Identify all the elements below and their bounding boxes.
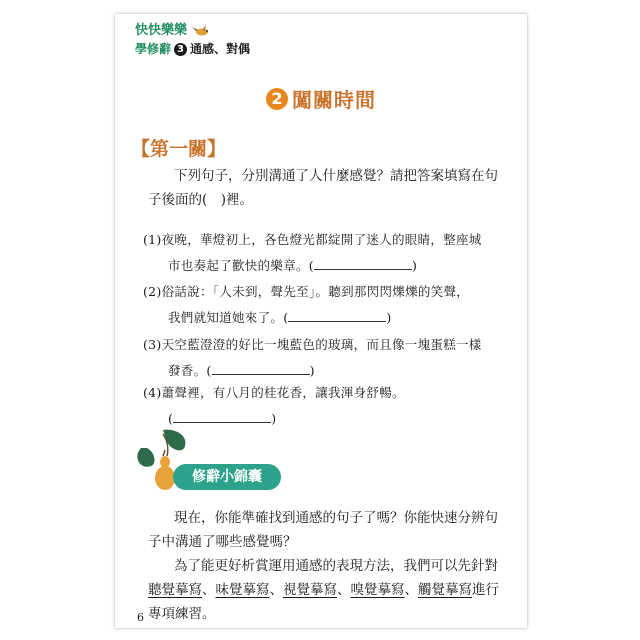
question-line: 我們就知道她來了。( xyxy=(168,310,289,325)
chapter-number: 3 xyxy=(174,43,187,56)
term-separator: 、 xyxy=(404,582,418,598)
page-header xyxy=(135,22,435,58)
page-number: 6 xyxy=(137,611,144,624)
answer-blank[interactable] xyxy=(314,255,412,270)
series-title xyxy=(135,22,435,40)
book-page xyxy=(115,14,527,628)
question-number: (4) xyxy=(143,385,162,400)
question-line: 蕭聲裡，有八月的桂花香，讓我渾身舒暢。 xyxy=(161,385,405,400)
term-sight: 視覺摹寫 xyxy=(283,582,337,598)
answer-blank[interactable] xyxy=(288,307,386,322)
level-title: 【第一關】 xyxy=(131,138,227,160)
section-title: 闖關時間 xyxy=(292,88,376,112)
question-2 xyxy=(143,279,505,331)
paragraph-1: 現在，你能準確找到通感的句子了嗎？你能快速分辨句子中溝通了哪些感覺嗎？ xyxy=(148,510,498,550)
question-number: (3) xyxy=(143,337,162,352)
instruction-text: 下列句子，分別溝通了人什麼感覺？請把答案填寫在句子後面的( )裡。 xyxy=(148,168,498,208)
book-subtitle: 學修辭 xyxy=(135,42,172,56)
question-line-end: ) xyxy=(271,411,277,426)
paragraph-2-start: 為了能更好析賞運用通感的表現方法，我們可以先針對 xyxy=(174,558,498,574)
chapter-subtitle xyxy=(135,40,435,58)
question-1 xyxy=(143,227,505,279)
chapter-title: 通感、對偶 xyxy=(190,42,251,56)
term-smell: 嗅覺摹寫 xyxy=(350,582,405,598)
question-line: 俗話說：「人未到，聲先至」。聽到那閃閃爍爍的笑聲， xyxy=(161,284,470,299)
bird-icon xyxy=(191,24,213,38)
question-line: 天空藍澄澄的好比一塊藍色的玻璃，而且像一塊蛋糕一樣 xyxy=(161,337,482,352)
question-line-end: ) xyxy=(309,363,315,378)
question-line-end: ) xyxy=(386,310,392,325)
term-separator: 、 xyxy=(202,582,216,598)
question-line: 夜晚，華燈初上，各色燈光都綻開了迷人的眼睛，整座城 xyxy=(161,232,482,247)
question-line: 發香。( xyxy=(168,363,212,378)
question-number: (1) xyxy=(143,232,162,247)
answer-blank[interactable] xyxy=(212,360,310,375)
rhetoric-tips-box xyxy=(133,426,283,496)
answer-blank[interactable] xyxy=(173,408,271,423)
term-separator: 、 xyxy=(269,582,283,598)
question-line-end: ) xyxy=(411,258,418,273)
rhetoric-tips-label: 修辭小錦囊 xyxy=(173,464,281,490)
question-line: ( xyxy=(168,411,174,426)
question-line: 市也奏起了歡快的樂章。( xyxy=(168,258,314,273)
section-number: 2 xyxy=(266,88,288,110)
question-number: (2) xyxy=(143,284,162,299)
term-separator: 、 xyxy=(337,582,351,598)
section-heading xyxy=(115,84,527,113)
term-touch: 觸覺摹寫 xyxy=(418,582,472,598)
paragraph-2 xyxy=(148,554,508,626)
question-4 xyxy=(143,380,505,432)
question-3 xyxy=(143,332,505,384)
series-name: 快快樂樂 xyxy=(135,23,188,38)
term-taste: 味覺摹寫 xyxy=(215,582,270,598)
term-hearing: 聽覺摹寫 xyxy=(148,582,202,598)
paragraph-2-end: 進行專項練習。 xyxy=(148,582,499,622)
